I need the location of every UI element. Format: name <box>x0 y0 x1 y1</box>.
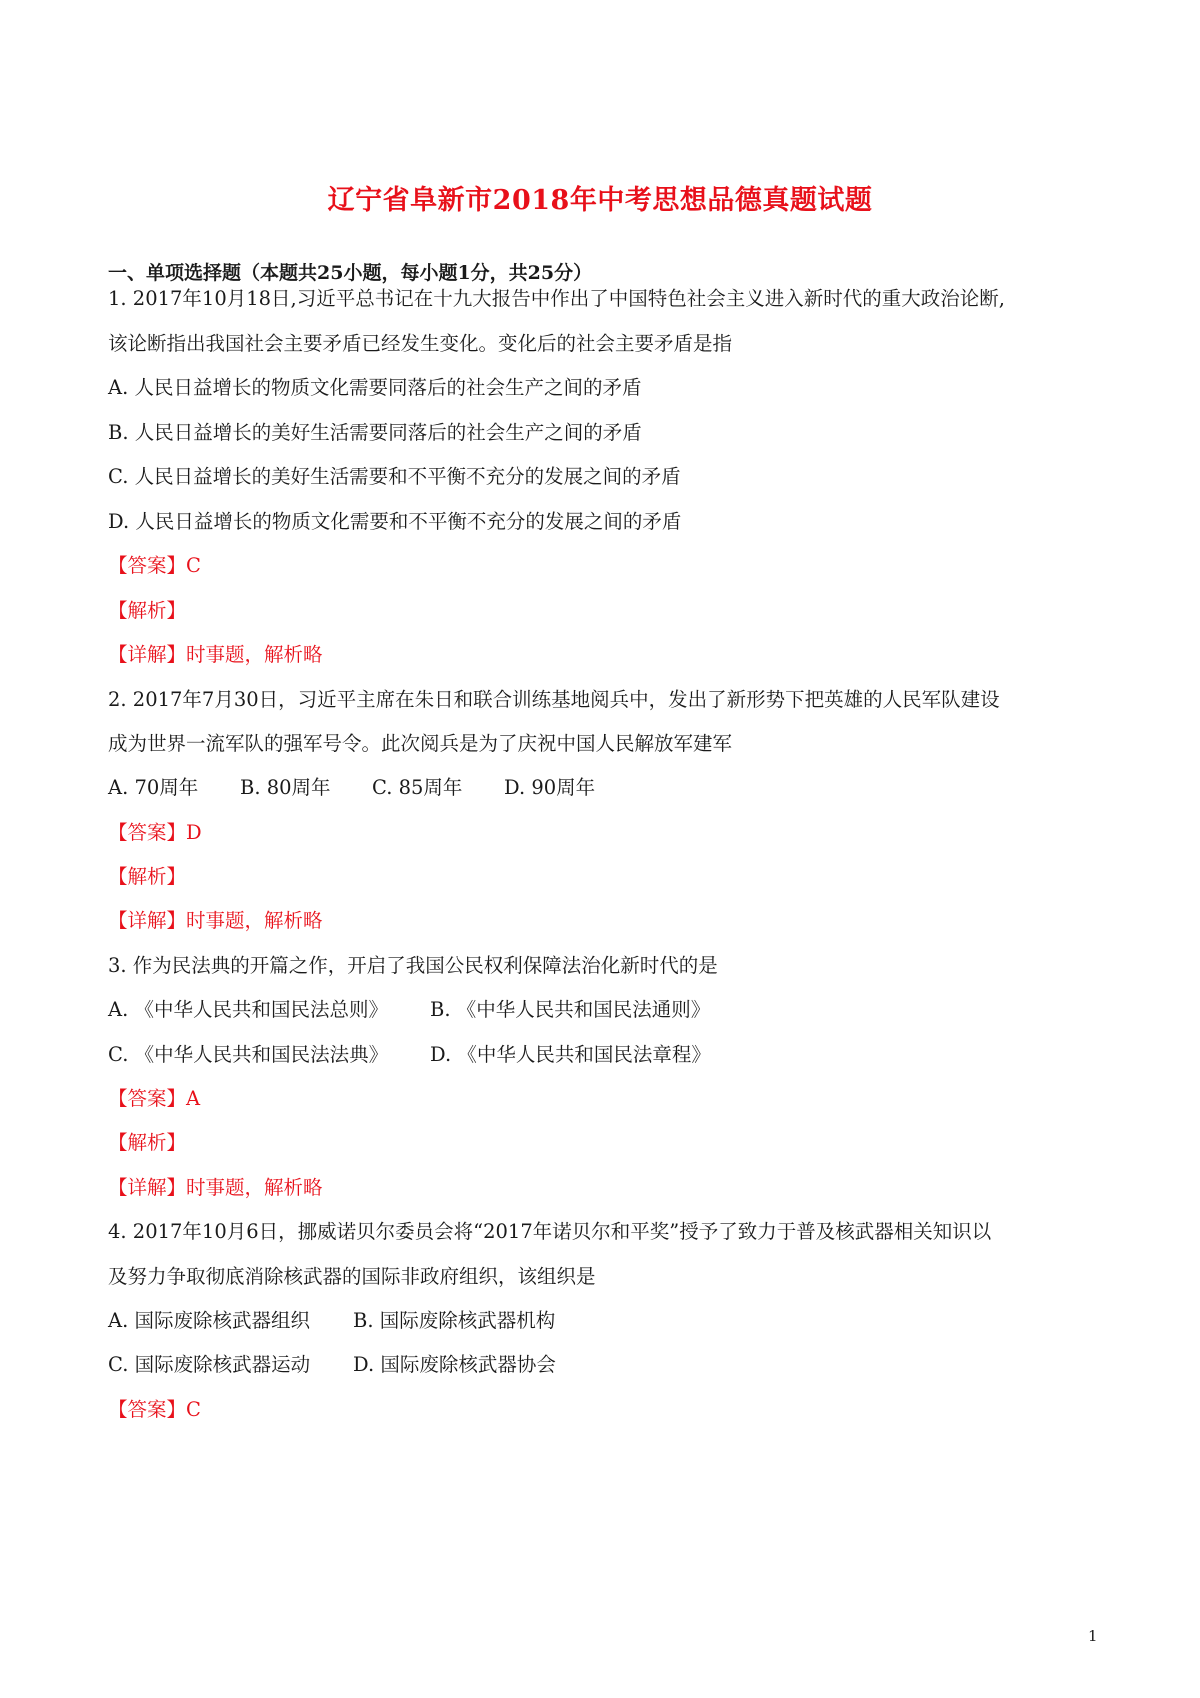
question-4-stem-line-2: 及努力争取彻底消除核武器的国际非政府组织，该组织是 <box>108 1265 596 1288</box>
answer-label: 【答案】 <box>108 1398 187 1421</box>
question-2-stem-line-1: 2. 2017年7月30日，习近平主席在朱日和联合训练基地阅兵中，发出了新形势下把英雄的人民军队建设 <box>108 688 1000 711</box>
answer-label: 【答案】 <box>108 821 187 844</box>
question-1-detail <box>108 639 323 667</box>
question-2-options <box>108 772 595 800</box>
answer-label: 【答案】 <box>108 1087 187 1110</box>
question-4-option-a: A. 国际废除核武器组织 <box>108 1309 310 1332</box>
answer-value: A <box>186 1087 201 1110</box>
detail-label: 【详解】 <box>108 643 187 666</box>
detail-text: 时事题，解析略 <box>186 643 323 666</box>
question-1-option-b: B. 人民日益增长的美好生活需要同落后的社会生产之间的矛盾 <box>108 421 642 444</box>
question-2-option-c: C. 85周年 <box>372 776 463 799</box>
answer-value: C <box>186 1398 201 1421</box>
question-3-answer <box>108 1083 200 1111</box>
question-2-option-b: B. 80周年 <box>240 776 331 799</box>
detail-label: 【详解】 <box>108 1176 187 1199</box>
question-4-stem-line-1: 4. 2017年10月6日，挪威诺贝尔委员会将“2017年诺贝尔和平奖”授予了致力于普及核武器相关知识以 <box>108 1220 992 1243</box>
question-3-option-d: D. 《中华人民共和国民法章程》 <box>430 1043 711 1066</box>
question-1-stem-line-2: 该论断指出我国社会主要矛盾已经发生变化。变化后的社会主要矛盾是指 <box>108 332 733 355</box>
question-1-analysis-label: 【解析】 <box>108 599 187 622</box>
question-2-option-a: A. 70周年 <box>108 776 199 799</box>
question-2-analysis-label: 【解析】 <box>108 865 187 888</box>
question-3-option-c: C. 《中华人民共和国民法法典》 <box>108 1043 389 1066</box>
detail-text: 时事题，解析略 <box>186 909 323 932</box>
question-3-options-row-2 <box>108 1039 711 1067</box>
question-4-answer <box>108 1394 201 1422</box>
question-1-option-c: C. 人民日益增长的美好生活需要和不平衡不充分的发展之间的矛盾 <box>108 465 681 488</box>
question-2-answer <box>108 817 202 845</box>
answer-value: C <box>186 554 201 577</box>
question-1-stem-line-1: 1. 2017年10月18日,习近平总书记在十九大报告中作出了中国特色社会主义进入新时代的重大政治论断, <box>108 287 1005 310</box>
question-1-option-a: A. 人民日益增长的物质文化需要同落后的社会生产之间的矛盾 <box>108 376 642 399</box>
question-3-option-a: A. 《中华人民共和国民法总则》 <box>108 998 388 1021</box>
question-4-option-c: C. 国际废除核武器运动 <box>108 1353 311 1376</box>
question-3-options-row-1 <box>108 994 710 1022</box>
question-2-stem-line-2: 成为世界一流军队的强军号令。此次阅兵是为了庆祝中国人民解放军建军 <box>108 732 733 755</box>
answer-value: D <box>186 821 202 844</box>
question-4-options-row-2 <box>108 1349 556 1377</box>
question-4-option-b: B. 国际废除核武器机构 <box>353 1309 556 1332</box>
document-title: 辽宁省阜新市2018年中考思想品德真题试题 <box>327 185 873 216</box>
question-4-options-row-1 <box>108 1305 555 1333</box>
question-3-detail <box>108 1172 323 1200</box>
detail-text: 时事题，解析略 <box>186 1176 323 1199</box>
question-2-detail <box>108 905 323 933</box>
detail-label: 【详解】 <box>108 909 187 932</box>
page-number: 1 <box>1088 1627 1098 1645</box>
question-3-analysis-label: 【解析】 <box>108 1131 187 1154</box>
question-1-option-d: D. 人民日益增长的物质文化需要和不平衡不充分的发展之间的矛盾 <box>108 510 682 533</box>
question-3-option-b: B. 《中华人民共和国民法通则》 <box>430 998 711 1021</box>
question-3-stem-line-1: 3. 作为民法典的开篇之作，开启了我国公民权利保障法治化新时代的是 <box>108 954 718 977</box>
question-4-option-d: D. 国际废除核武器协会 <box>353 1353 556 1376</box>
question-2-option-d: D. 90周年 <box>504 776 596 799</box>
section-heading: 一、单项选择题（本题共25小题，每小题1分，共25分） <box>108 262 593 284</box>
answer-label: 【答案】 <box>108 554 187 577</box>
question-1-answer <box>108 550 201 578</box>
